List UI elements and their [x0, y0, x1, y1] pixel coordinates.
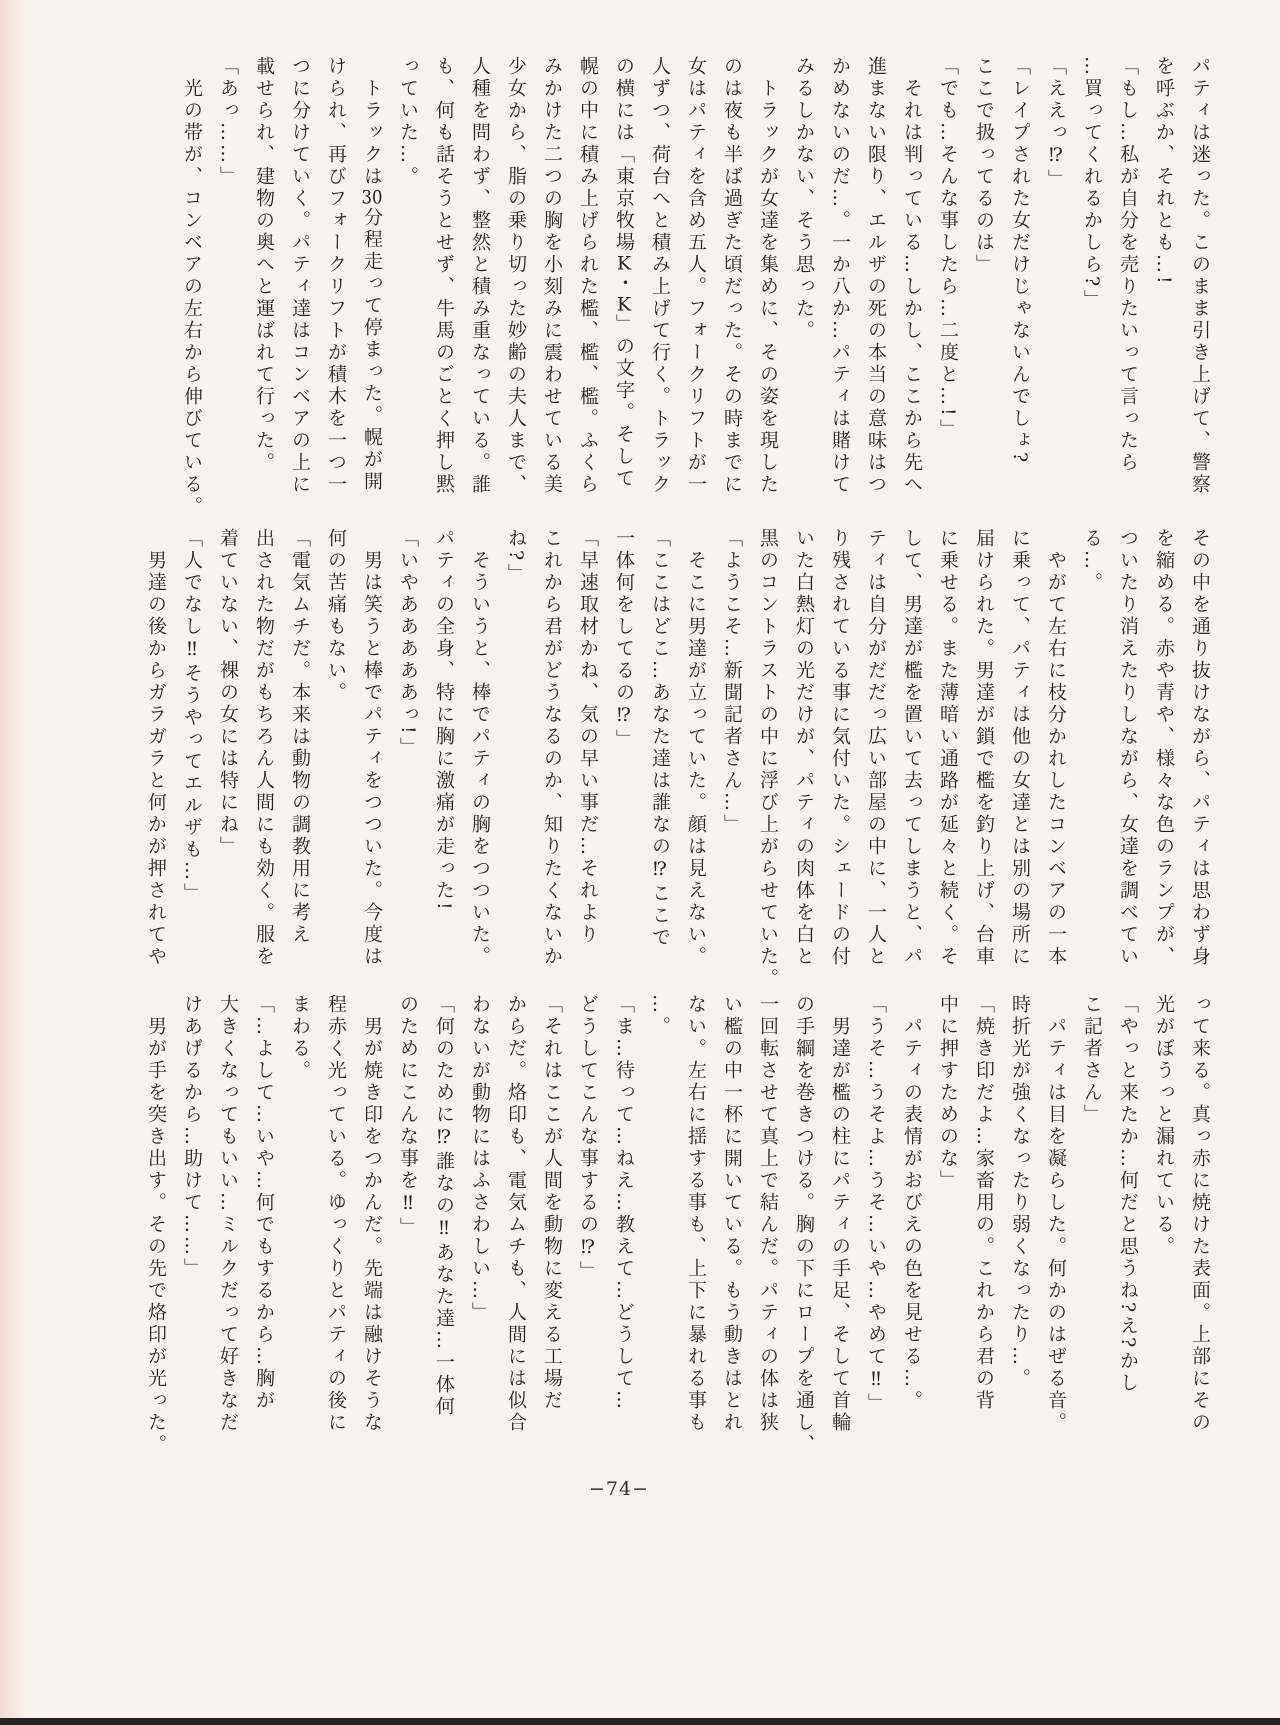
text-column: 中に押すためのな」 [937, 994, 959, 1192]
text-column: 男は笑うと棒でパティをつついた。今度は [361, 528, 383, 968]
text-column: ついたり消えたりしながら、女達を調べてい [1117, 528, 1139, 968]
text-column: 載せられ、建物の奥へと運ばれて行った。 [253, 56, 275, 474]
text-column: パティは目を凝らした。何かのはぜる音。 [1045, 994, 1067, 1434]
text-column: …買ってくれるかしら?」 [1081, 56, 1103, 312]
text-column: まわる。 [289, 994, 311, 1082]
text-column: 「レイプされた女だけじゃないんでしょ? [1009, 56, 1031, 466]
text-column: 「うそ…うそよ…うそ…いや…やめて‼」 [865, 994, 887, 1415]
text-column: 「…よして…いや…何でもするから…胸が [253, 994, 275, 1412]
text-band-bottom [138, 994, 1218, 1460]
text-column: 程赤く光っている。ゆっくりとパティの後に [325, 994, 347, 1434]
text-column: パティの全身、特に胸に激痛が走った! [433, 528, 455, 913]
text-column: って来る。真っ赤に焼けた表面。上部にその [1189, 994, 1211, 1434]
text-column: 着ていない、裸の女には特にね」 [217, 528, 239, 858]
text-column: 「でも…そんな事したら…二度と…!」 [937, 56, 959, 441]
text-column: 「電気ムチだ。本来は動物の調教用に考え [289, 528, 311, 946]
text-column: 女はパティを含め五人。フォークリフトが一 [685, 56, 707, 496]
text-column: それは判っている…しかし、ここから先へ [901, 56, 923, 496]
text-column: みかけた二つの胸を小刻みに震わせている美 [541, 56, 563, 496]
text-column: 男達が檻の柱にパティの手足、そして首輪 [829, 994, 851, 1434]
text-column: けあげるから…助けて……」 [181, 994, 203, 1280]
text-column: パティの表情がおびえの色を見せる…。 [901, 994, 923, 1412]
text-column: みるしかない、そう思った。 [793, 56, 815, 342]
text-column: 大きくなってもいい…ミルクだって好きなだ [217, 994, 239, 1434]
text-column: 「ようこそ…新聞記者さん…」 [721, 528, 743, 836]
text-column: 「もし…私が自分を売りたいって言ったら [1117, 56, 1139, 474]
page-number: −74− [588, 1478, 650, 1500]
text-column: り残されている事に気付いた。シェードの付 [829, 528, 851, 968]
text-column: い檻の中一杯に開いている。もう動きはとれ [721, 994, 743, 1434]
scan-edge-bottom [0, 1718, 1280, 1725]
text-column: 出された物だがもちろん人間にも効く。服を [253, 528, 275, 968]
text-column: 「やっと来たか…何だと思うね?え?かし [1117, 994, 1139, 1395]
text-column: 「ま…待って…ねえ…教えて…どうして… [613, 994, 635, 1412]
text-column: を縮める。赤や青や、様々な色のランプが、 [1153, 528, 1175, 968]
text-column: いた白熱灯の光だけが、パティの肉体を白と [793, 528, 815, 968]
text-column: ここで扱ってるのは」 [973, 56, 995, 276]
text-column: トラックは30分程走って停まった。幌が開 [361, 56, 383, 493]
text-column: 男達の後からガラガラと何かが押されてや [145, 528, 167, 968]
text-column: のは夜も半ば過ぎた頃だった。その時までに [721, 56, 743, 496]
text-column: に乗って、パティは他の女達とは別の場所に [1009, 528, 1031, 968]
text-band-middle [138, 528, 1218, 994]
text-column: こ記者さん」 [1081, 994, 1103, 1126]
text-column: 「人でなし‼そうやってエルザも…」 [181, 528, 203, 905]
text-column: どうしてこんな事するの⁉」 [577, 994, 599, 1283]
text-column: つに分けていく。パティ達はコンベアの上に [289, 56, 311, 496]
text-column: これから君がどうなるのか、知りたくないか [541, 528, 563, 968]
text-column: 幌の中に積み上げられた檻、檻、檻。ふくら [577, 56, 599, 496]
text-column: 「焼き印だよ…家畜用の。これから君の背 [973, 994, 995, 1412]
text-column: かめないのだ…。一か八か…パティは賭けて [829, 56, 851, 496]
text-column: の横には「東京牧場K・K」の文字。そして [613, 56, 635, 490]
text-column: 「それはここが人間を動物に変える工場だ [541, 994, 563, 1412]
text-column: 届けられた。男達が鎖で檻を釣り上げ、台車 [973, 528, 995, 968]
text-column: 進まない限り、エルザの死の本当の意味はつ [865, 56, 887, 496]
text-column: …。 [649, 994, 671, 1038]
text-column: 光の帯が、コンベアの左右から伸びている。 [181, 56, 203, 518]
text-column: 「ここはどこ…あなた達は誰なの⁉ここで [649, 528, 671, 949]
text-column: 時折光が強くなったり弱くなったり…。 [1009, 994, 1031, 1390]
text-column: っていた…。 [397, 56, 419, 188]
text-column: 「早速取材かね、気の早い事だ…それより [577, 528, 599, 946]
text-column: 「いやあああああっ!」 [397, 528, 419, 759]
text-column: 一体何をしてるの⁉」 [613, 528, 635, 751]
text-column: やがて左右に枝分かれしたコンベアの一本 [1045, 528, 1067, 968]
text-column: そこに男達が立っていた。顔は見えない。 [685, 528, 707, 968]
text-column: 「あっ……」 [217, 56, 239, 188]
text-column: 「何のために⁉誰なの‼あなた達…一体何 [433, 994, 455, 1418]
text-column: る…。 [1081, 528, 1103, 594]
text-column: ね?」 [505, 528, 527, 586]
text-column: して、男達が檻を置いて去ってしまうと、パ [901, 528, 923, 968]
text-column: パティは迷った。このまま引き上げて、警察 [1189, 56, 1211, 496]
text-column: 人種を問わず、整然と積み重なっている。誰 [469, 56, 491, 496]
text-column: のためにこんな事を‼」 [397, 994, 419, 1239]
text-column: 「ええっ⁉」 [1045, 56, 1067, 191]
text-column: 人ずつ、荷台へと積み上げて行く。トラック [649, 56, 671, 496]
text-column: 一回転させて真上で結んだ。パティの体は狭 [757, 994, 779, 1434]
text-column: けられ、再びフォークリフトが積木を一つ一 [325, 56, 347, 496]
text-column: トラックが女達を集めに、その姿を現した [757, 56, 779, 496]
text-column: を呼ぶか、それとも…! [1153, 56, 1175, 287]
text-column: ティは自分がだだっ広い部屋の中に、一人と [865, 528, 887, 968]
text-column: からだ。烙印も、電気ムチも、人間には似合 [505, 994, 527, 1434]
text-column: 黒のコントラストの中に浮び上がらせていた。 [757, 528, 779, 990]
text-column: そういうと、棒でパティの胸をつついた。 [469, 528, 491, 968]
text-column: 何の苦痛もない。 [325, 528, 347, 704]
text-column: の手綱を巻きつける。胸の下にロープを通し、 [793, 994, 815, 1456]
text-column: わないが動物にはふさわしい…」 [469, 994, 491, 1324]
text-column: その中を通り抜けながら、パティは思わず身 [1189, 528, 1211, 968]
text-band-top [174, 56, 1218, 522]
text-column: も、何も話そうとせず、牛馬のごとく押し黙 [433, 56, 455, 496]
text-column: 男が焼き印をつかんだ。先端は融けそうな [361, 994, 383, 1434]
text-column: 少女から、脂の乗り切った妙齢の夫人まで、 [505, 56, 527, 496]
text-column: に乗せる。また薄暗い通路が延々と続く。そ [937, 528, 959, 968]
text-column: 男が手を突き出す。その先で烙印が光った。 [145, 994, 167, 1456]
text-column: 光がぼうっと漏れている。 [1153, 994, 1175, 1258]
text-column: ない。左右に揺する事も、上下に暴れる事も [685, 994, 707, 1434]
